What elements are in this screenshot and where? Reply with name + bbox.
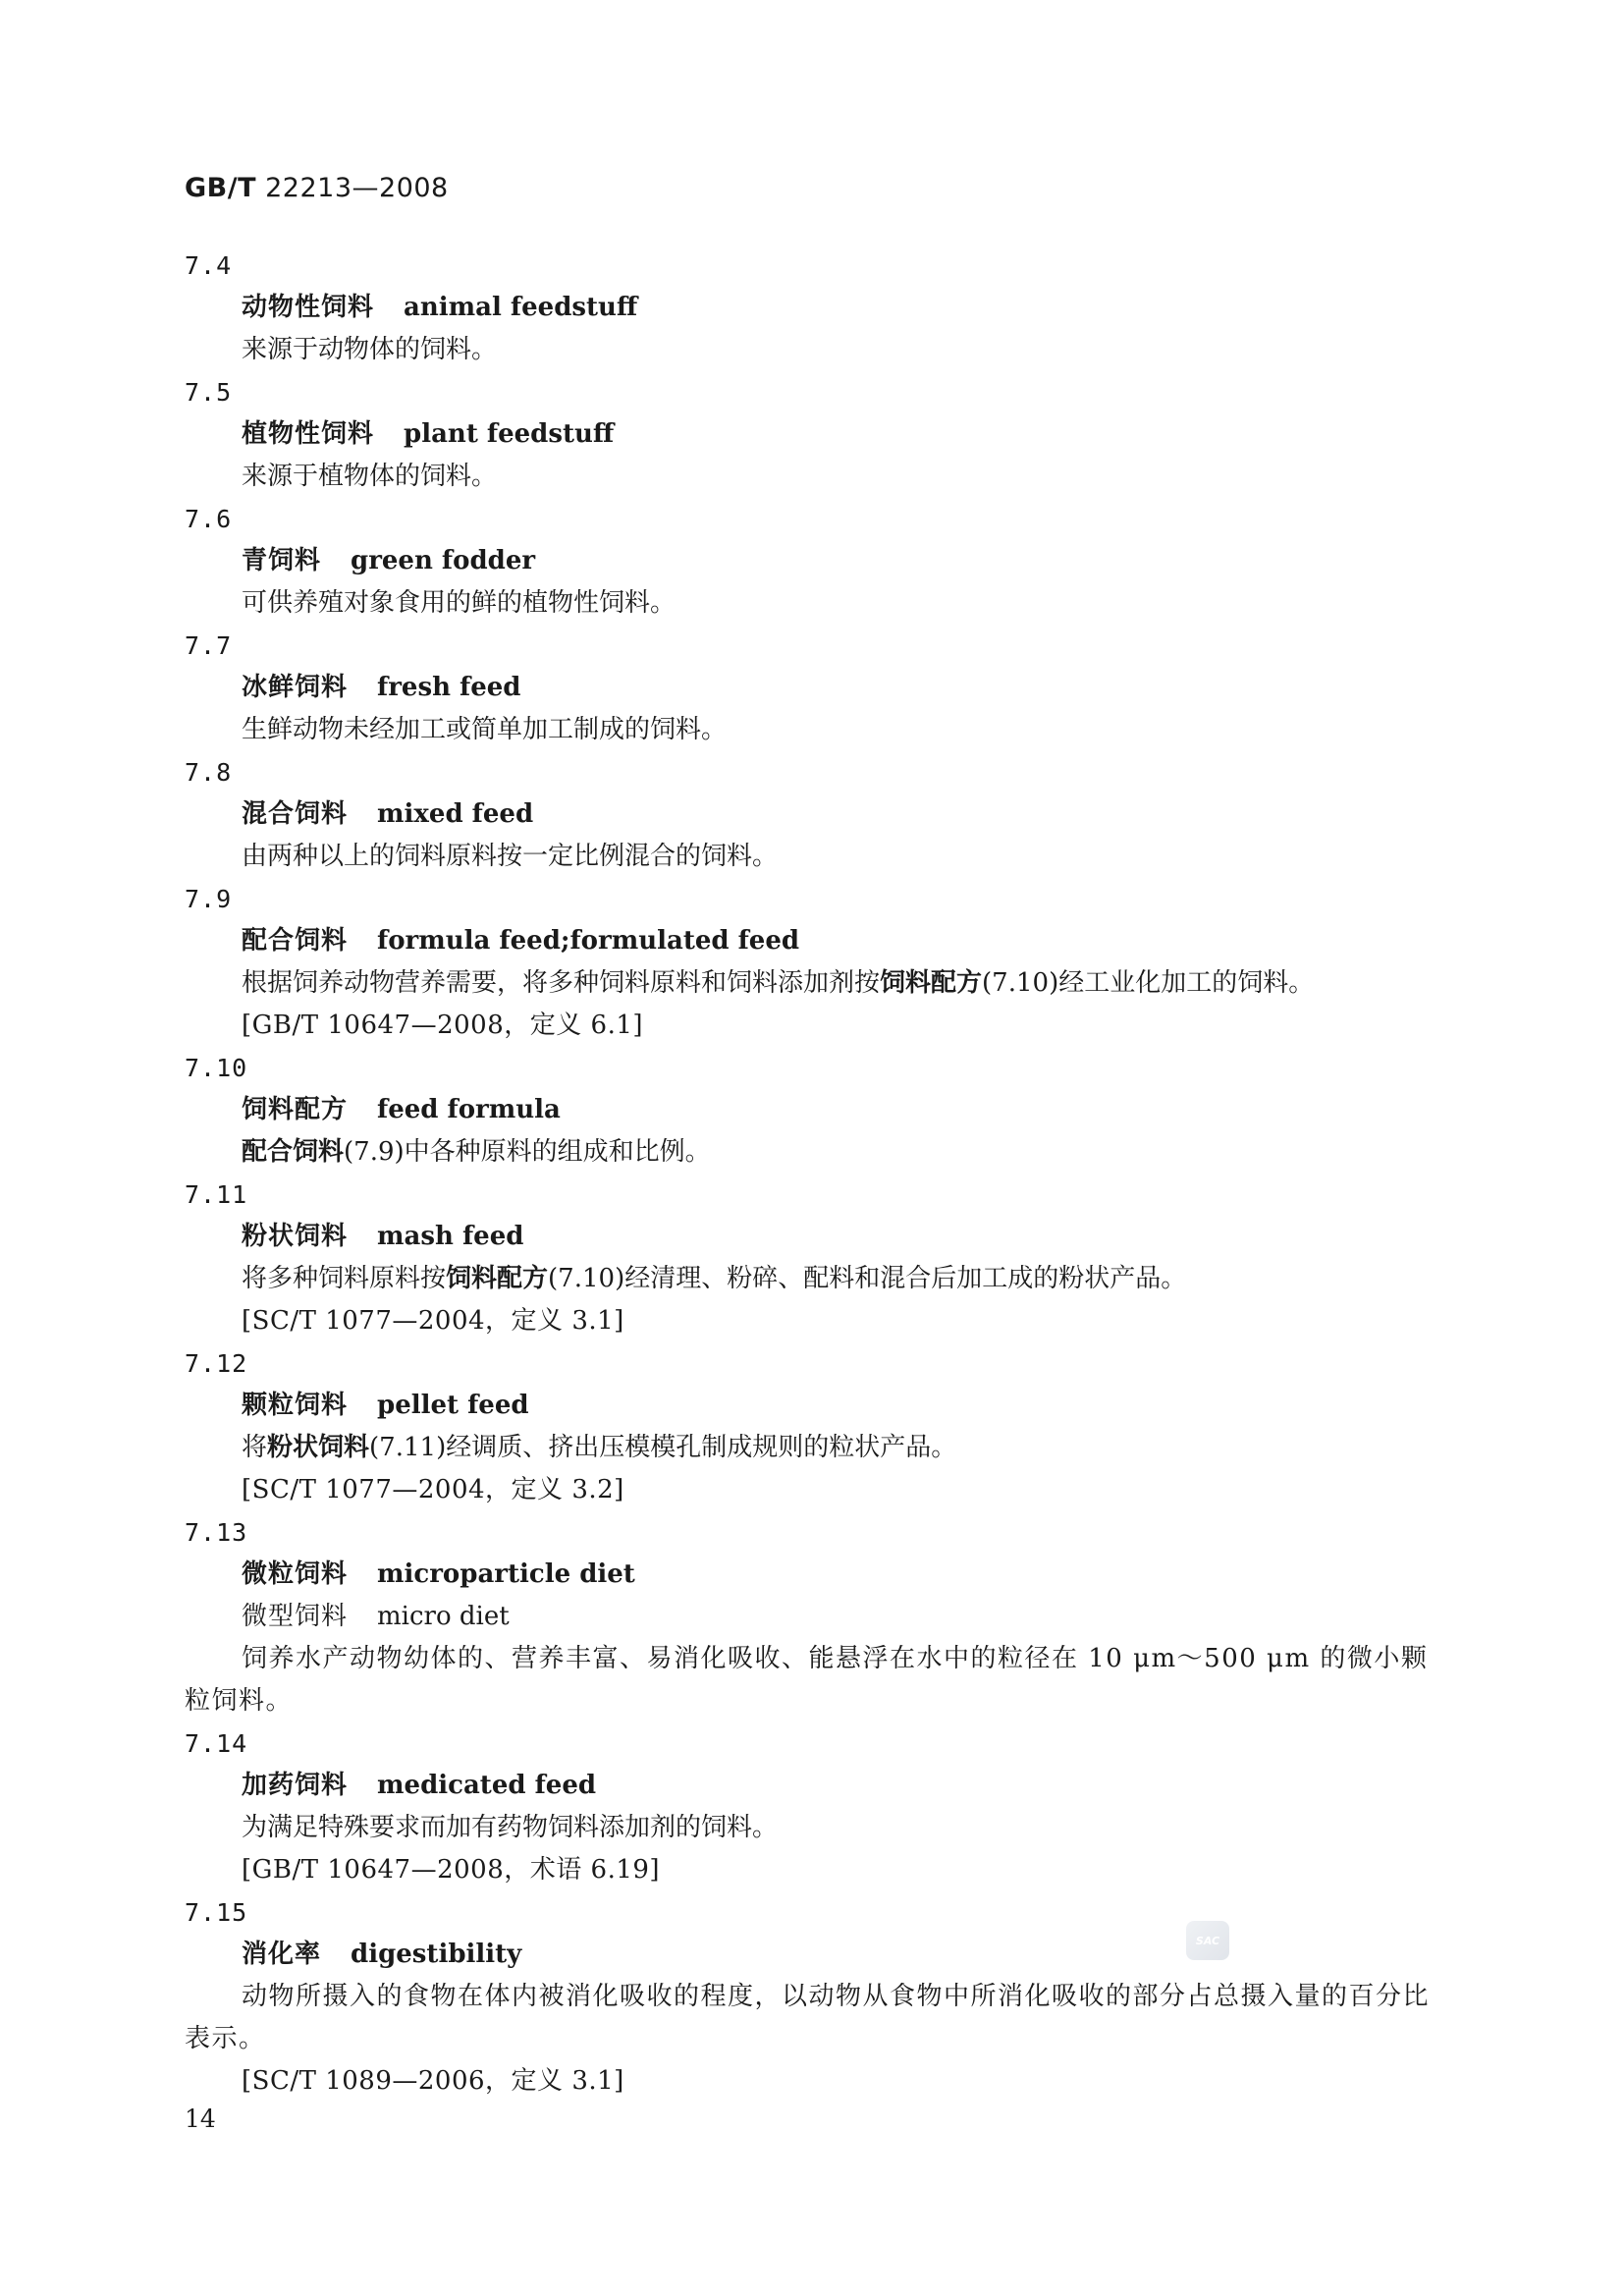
term-heading [185, 1216, 1451, 1258]
term-heading [185, 1765, 1451, 1807]
entry-number: 7.10 [185, 1054, 248, 1082]
term-chinese: 饲料配方 [242, 1095, 349, 1124]
terms-list [185, 245, 1451, 2103]
term-chinese: 加药饲料 [242, 1771, 349, 1800]
term-definition [185, 1427, 1451, 1469]
term-heading [185, 1554, 1451, 1596]
term-heading [185, 540, 1451, 582]
source-reference: [SC/T 1077—2004，定义 3.1] [242, 1306, 624, 1336]
term-english: mixed feed [377, 799, 534, 829]
term-english: animal feedstuff [404, 293, 638, 322]
term-definition: 来源于植物体的饲料。 [242, 462, 498, 491]
term-definition [185, 1131, 1451, 1174]
entry-number: 7.5 [185, 378, 233, 407]
term-heading [185, 667, 1451, 709]
entry-number: 7.4 [185, 251, 233, 280]
term-synonym [185, 1596, 1451, 1638]
definition-text: (7.10)经清理、粉碎、配料和混合后加工成的粉状产品。 [548, 1264, 1187, 1293]
term-heading [185, 1385, 1451, 1427]
synonym-chinese: 微型饲料 [242, 1602, 349, 1631]
cross-reference-term: 饲料配方 [880, 968, 983, 998]
term-definition: 动物所摄入的食物在体内被消化吸收的程度，以动物从食物中所消化吸收的部分占总摄入量的百分比表示。 [185, 1982, 1431, 2053]
source-reference: [GB/T 10647—2008，术语 6.19] [242, 1855, 661, 1885]
entry-number: 7.7 [185, 631, 233, 660]
term-english: plant feedstuff [404, 419, 615, 449]
term-chinese: 粉状饲料 [242, 1222, 349, 1251]
definition-text: 根据饲养动物营养需要，将多种饲料原料和饲料添加剂按 [242, 968, 881, 998]
entry-number: 7.14 [185, 1729, 248, 1758]
term-heading [185, 920, 1451, 962]
cross-reference-term: 饲料配方 [446, 1264, 549, 1293]
term-heading [185, 287, 1451, 329]
term-english: microparticle diet [377, 1559, 635, 1589]
sac-watermark-logo: SAC [1186, 1921, 1229, 1960]
definition-text: (7.10)经工业化加工的饲料。 [982, 968, 1315, 998]
term-chinese: 混合饲料 [242, 799, 349, 829]
definition-text: 将 [242, 1433, 268, 1462]
entry-number: 7.11 [185, 1180, 248, 1209]
term-definition: 可供养殖对象食用的鲜的植物性饲料。 [242, 588, 677, 618]
term-chinese: 青饲料 [242, 546, 322, 575]
page-header [185, 169, 449, 208]
term-definition: 来源于动物体的饲料。 [242, 335, 498, 364]
term-definition: 为满足特殊要求而加有药物饲料添加剂的饲料。 [242, 1813, 779, 1842]
synonym-english: micro diet [377, 1602, 510, 1631]
term-chinese: 冰鲜饲料 [242, 673, 349, 702]
term-heading [185, 413, 1451, 456]
entry-number: 7.6 [185, 505, 233, 533]
entry-number: 7.12 [185, 1349, 248, 1378]
term-english: fresh feed [377, 673, 521, 702]
term-english: digestibility [351, 1940, 522, 1969]
term-heading [185, 1934, 1451, 1976]
term-definition: 由两种以上的饲料原料按一定比例混合的饲料。 [242, 842, 779, 871]
term-definition: 生鲜动物未经加工或简单加工制成的饲料。 [242, 715, 728, 744]
term-heading [185, 793, 1451, 836]
term-english: medicated feed [377, 1771, 597, 1800]
source-reference: [SC/T 1077—2004，定义 3.2] [242, 1475, 624, 1504]
term-chinese: 动物性饲料 [242, 293, 375, 322]
term-chinese: 颗粒饲料 [242, 1391, 349, 1420]
term-english: formula feed;formulated feed [377, 926, 800, 956]
definition-text: (7.9)中各种原料的组成和比例。 [344, 1137, 711, 1167]
standard-code-prefix: GB/T [185, 173, 257, 203]
entry-number: 7.8 [185, 758, 233, 787]
term-chinese: 植物性饲料 [242, 419, 375, 449]
term-definition [185, 1258, 1451, 1300]
term-definition [185, 962, 1451, 1005]
term-english: pellet feed [377, 1391, 529, 1420]
term-chinese: 消化率 [242, 1940, 322, 1969]
entry-number: 7.13 [185, 1518, 248, 1547]
term-english: green fodder [351, 546, 536, 575]
term-chinese: 微粒饲料 [242, 1559, 349, 1589]
source-reference: [GB/T 10647—2008，定义 6.1] [242, 1011, 644, 1040]
cross-reference-term: 粉状饲料 [267, 1433, 370, 1462]
definition-text: (7.11)经调质、挤出压模模孔制成规则的粒状产品。 [369, 1433, 957, 1462]
entry-number: 7.15 [185, 1898, 248, 1927]
term-chinese: 配合饲料 [242, 926, 349, 956]
definition-text: 将多种饲料原料按 [242, 1264, 447, 1293]
entry-number: 7.9 [185, 885, 233, 913]
term-english: mash feed [377, 1222, 524, 1251]
term-heading [185, 1089, 1451, 1131]
term-english: feed formula [377, 1095, 561, 1124]
page-number: 14 [185, 2105, 216, 2133]
term-definition: 饲养水产动物幼体的、营养丰富、易消化吸收、能悬浮在水中的粒径在 10 μm～500 μm 的微小颗粒饲料。 [185, 1644, 1429, 1716]
source-reference: [SC/T 1089—2006，定义 3.1] [242, 2066, 624, 2096]
standard-code-number: 22213—2008 [265, 173, 449, 203]
cross-reference-term: 配合饲料 [242, 1137, 345, 1167]
